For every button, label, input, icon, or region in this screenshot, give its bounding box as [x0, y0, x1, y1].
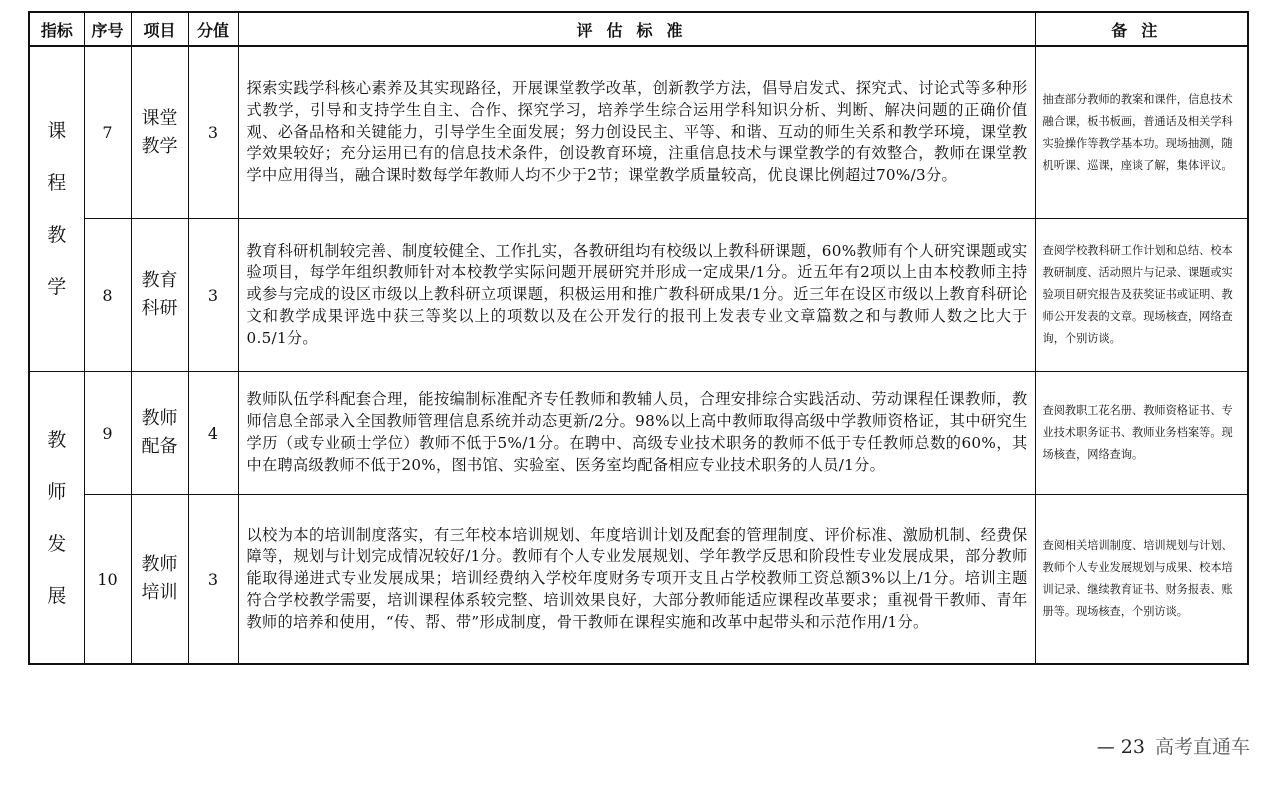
category-cell-curriculum: [29, 46, 84, 372]
header-category: 指标: [29, 12, 84, 46]
item-line: 教学: [141, 135, 178, 157]
criteria-cell: 教师队伍学科配套合理，能按编制标准配齐专任教师和教辅人员，合理安排综合实践活动、劳动课程任课教师，教师信息全部录入全国教师管理信息系统并动态更新/2分。98%以上高中教师取得高级中学教师资格证，其中研究生学历（或专业硕士学位）教师不低于5%/1分。在聘中、高级专业技术职务的教师不低于专任教师总数的60%，其中在聘高级教师不低于20%，图书馆、实验室、医务室均配备相应专业技术职务的人员/1分。: [238, 372, 1035, 495]
table-row: [29, 219, 1248, 372]
item-line: 配备: [141, 436, 178, 457]
page-number: 23: [1120, 736, 1145, 758]
item-line: 教师: [141, 408, 178, 429]
item-line: 科研: [141, 298, 178, 319]
table-header-row: [29, 12, 1248, 46]
page-footer: [1097, 732, 1250, 759]
category-char: 学: [47, 276, 67, 298]
row-number: 10: [84, 495, 131, 665]
header-number: 序号: [84, 12, 131, 46]
category-char: 程: [47, 172, 67, 194]
table-row: [29, 46, 1248, 219]
item-cell: [131, 372, 188, 495]
item-line: 课堂: [141, 107, 178, 129]
item-line: 教师: [141, 554, 178, 575]
criteria-cell: 以校为本的培训制度落实，有三年校本培训规划、年度培训计划及配套的管理制度、评价标准、激励机制、经费保障等，规划与计划完成情况较好/1分。教师有个人专业发展规划、学年教学反思和阶段性专业发展成果，部分教师能取得递进式专业发展成果；培训经费纳入学校年度财务专项开支且占学校教师工资总额3%以上/1分。培训主题符合学校教学需要，培训课程体系较完整、培训效果良好，大部分教师能适应课程改革要求；重视骨干教师、青年教师的培养和使用，“传、帮、带”形成制度，骨干教师在课程实施和改革中起带头和示范作用/1分。: [238, 495, 1035, 665]
evaluation-table: [28, 11, 1249, 665]
category-char: 教: [47, 428, 67, 451]
row-number: 8: [84, 219, 131, 372]
row-number: 7: [84, 46, 131, 219]
criteria-cell: 教育科研机制较完善、制度较健全、工作扎实，各教研组均有校级以上教科研课题，60%教师有个人研究课题或实验项目，每学年组织教师针对本校教学实际问题开展研究并形成一定成果/1分。近五年有2项以上由本校教师主持或参与完成的设区市级以上教科研立项课题，积极运用和推广教科研成果/1分。近三年在设区市级以上教育科研论文和教学成果评选中获三等奖以上的项数以及在公开发行的报刊上发表专业文章篇数之和与教师人数之比大于0.5/1分。: [238, 219, 1035, 372]
header-score: 分值: [188, 12, 238, 46]
watermark-text: 高考直通车: [1154, 736, 1250, 758]
category-char: 师: [47, 480, 67, 503]
notes-cell: 查阅相关培训制度、培训规划与计划、教师个人专业发展规划与成果、校本培训记录、继续教育证书、财务报表、账册等。现场核查，个别访谈。: [1035, 495, 1248, 665]
score-cell: 3: [188, 495, 238, 665]
header-notes: 备注: [1035, 12, 1248, 46]
item-cell: [131, 219, 188, 372]
item-line: 教育: [141, 270, 178, 291]
table-row: [29, 372, 1248, 495]
notes-cell: 查阅学校教科研工作计划和总结、校本教研制度、活动照片与记录、课题或实验项目研究报告及获奖证书或证明、教师公开发表的文章。现场核查，网络查询，个别访谈。: [1035, 219, 1248, 372]
category-cell-teacher-development: [29, 372, 84, 665]
score-cell: 3: [188, 219, 238, 372]
category-char: 教: [47, 224, 67, 246]
table-row: [29, 495, 1248, 665]
header-item: 项目: [131, 12, 188, 46]
footer-dash: —: [1096, 737, 1115, 758]
item-cell: [131, 495, 188, 665]
category-char: 发: [47, 532, 67, 555]
score-cell: 3: [188, 46, 238, 219]
score-cell: 4: [188, 372, 238, 495]
item-line: 培训: [141, 582, 178, 603]
item-cell: [131, 46, 188, 219]
notes-cell: 查阅教职工花名册、教师资格证书、专业技术职务证书、教师业务档案等。现场核查，网络查询。: [1035, 372, 1248, 495]
category-char: 展: [47, 584, 67, 607]
criteria-cell: 探索实践学科核心素养及其实现路径，开展课堂教学改革，创新教学方法，倡导启发式、探究式、讨论式等多种形式教学，引导和支持学生自主、合作、探究学习，培养学生综合运用学科知识分析、判断、解决问题的正确价值观、必备品格和关键能力，引导学生全面发展；努力创设民主、平等、和谐、互动的师生关系和教学环境，课堂教学效果较好；充分运用已有的信息技术条件，创设教育环境，注重信息技术与课堂教学的有效整合，教师在课堂教学中应用得当，融合课时数每学年教师人均不少于2节；课堂教学质量较高，优良课比例超过70%/3分。: [238, 46, 1035, 219]
category-char: 课: [47, 120, 67, 142]
header-criteria: 评估标准: [238, 12, 1035, 46]
notes-cell: 抽查部分教师的教案和课件，信息技术融合课，板书板画，普通话及相关学科实验操作等教学基本功。现场抽测，随机听课、巡课，座谈了解，集体评议。: [1035, 46, 1248, 219]
row-number: 9: [84, 372, 131, 495]
